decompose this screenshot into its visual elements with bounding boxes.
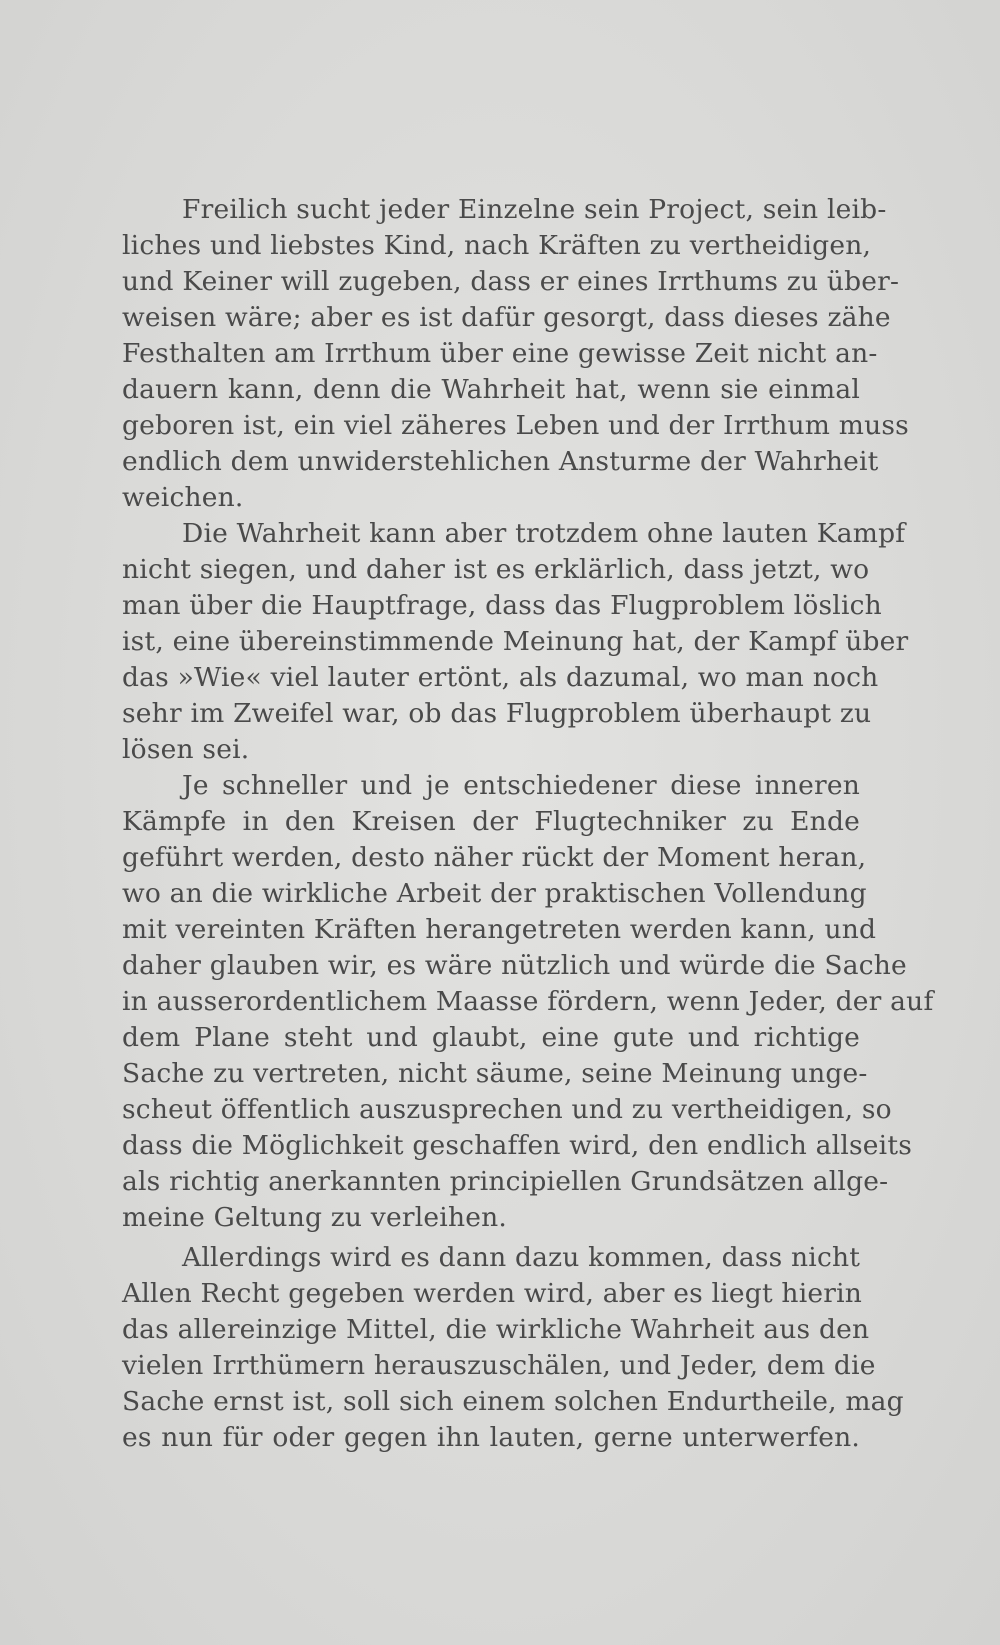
text-line: daher glauben wir, es wäre nützlich und würde die Sache	[122, 950, 907, 981]
text-line: liches und liebstes Kind, nach Kräften zu vertheidigen,	[122, 230, 872, 261]
text-line: ist, eine übereinstimmende Meinung hat, der Kampf über	[122, 626, 909, 657]
text-line: Sache ernst ist, soll sich einem solchen Endurtheile, mag	[122, 1386, 904, 1417]
paragraph-1	[122, 192, 909, 516]
text-line: scheut öffentlich auszusprechen und zu vertheidigen, so	[122, 1094, 892, 1125]
text-line: Sache zu vertreten, nicht säume, seine Meinung unge-	[122, 1058, 868, 1089]
paragraph-2	[122, 516, 909, 768]
text-line: Allen Recht gegeben werden wird, aber es liegt hierin	[122, 1278, 863, 1309]
text-line: als richtig anerkannten principiellen Grundsätzen allge-	[122, 1166, 889, 1197]
text-line: meine Geltung zu verleihen.	[122, 1202, 508, 1233]
text-line: Kämpfe in den Kreisen der Flugtechniker zu Ende	[122, 806, 860, 837]
body-text	[122, 192, 934, 1456]
text-line: dem Plane steht und glaubt, eine gute und richtige	[122, 1022, 860, 1053]
paragraph-3	[122, 768, 934, 1236]
text-line: das »Wie« viel lauter ertönt, als dazumal, wo man noch	[122, 662, 879, 693]
text-line: man über die Hauptfrage, dass das Flugproblem löslich	[122, 590, 882, 621]
text-line: weisen wäre; aber es ist dafür gesorgt, dass dieses zähe	[122, 302, 891, 333]
text-line: nicht siegen, und daher ist es erklärlich, dass jetzt, wo	[122, 554, 870, 585]
text-line: sehr im Zweifel war, ob das Flugproblem überhaupt zu	[122, 698, 872, 729]
text-line: Freilich sucht jeder Einzelne sein Project, sein leib-	[182, 194, 887, 225]
text-line: Je schneller und je entschiedener diese inneren	[182, 770, 860, 801]
text-line: in ausserordentlichem Maasse fördern, wenn Jeder, der auf	[122, 986, 934, 1017]
text-line: weichen.	[122, 482, 244, 513]
text-line: dauern kann, denn die Wahrheit hat, wenn sie einmal	[122, 374, 860, 405]
text-line: Die Wahrheit kann aber trotzdem ohne lauten Kampf	[182, 518, 906, 549]
text-line: wo an die wirkliche Arbeit der praktischen Vollendung	[122, 878, 867, 909]
text-line: Allerdings wird es dann dazu kommen, dass nicht	[182, 1242, 861, 1273]
text-line: es nun für oder gegen ihn lauten, gerne unterwerfen.	[122, 1422, 860, 1453]
text-line: lösen sei.	[122, 734, 250, 765]
text-line: und Keiner will zugeben, dass er eines Irrthums zu über-	[122, 266, 900, 297]
text-line: geboren ist, ein viel zäheres Leben und der Irrthum muss	[122, 410, 909, 441]
paragraph-4	[122, 1240, 904, 1456]
text-line: dass die Möglichkeit geschaffen wird, den endlich allseits	[122, 1130, 912, 1161]
text-line: endlich dem unwiderstehlichen Ansturme der Wahrheit	[122, 446, 879, 477]
text-line: das allereinzige Mittel, die wirkliche Wahrheit aus den	[122, 1314, 870, 1345]
text-line: vielen Irrthümern herauszuschälen, und Jeder, dem die	[122, 1350, 876, 1381]
text-line: geführt werden, desto näher rückt der Moment heran,	[122, 842, 867, 873]
text-line: mit vereinten Kräften herangetreten werden kann, und	[122, 914, 877, 945]
text-line: Festhalten am Irrthum über eine gewisse Zeit nicht an-	[122, 338, 878, 369]
